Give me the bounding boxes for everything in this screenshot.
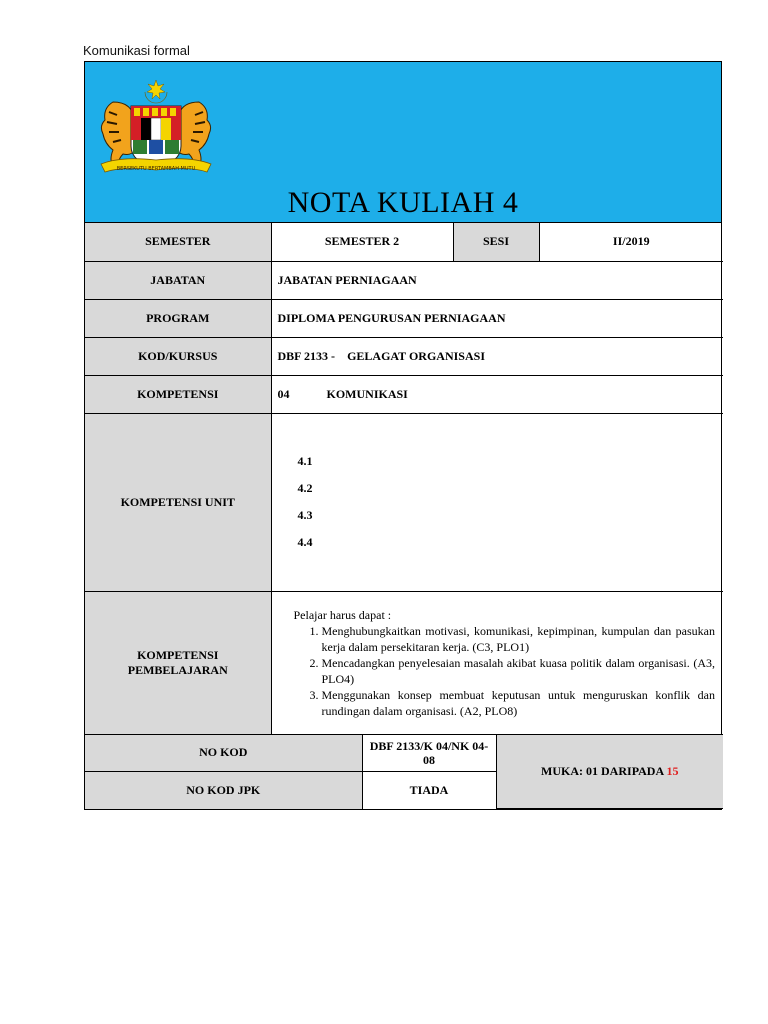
program-label: PROGRAM <box>85 299 271 337</box>
page-header-label: Komunikasi formal <box>83 43 190 58</box>
sesi-label: SESI <box>453 223 539 261</box>
no-kod-jpk-value: TIADA <box>362 772 496 809</box>
svg-text:BERSEKUTU BERTAMBAH MUTU: BERSEKUTU BERTAMBAH MUTU <box>116 166 196 172</box>
kompetensi-row <box>85 375 723 413</box>
malaysia-coat-of-arms-icon <box>93 78 219 184</box>
page-count <box>496 735 723 809</box>
no-kod-row <box>85 735 723 772</box>
kompetensi-name: KOMUNIKASI <box>326 386 408 401</box>
kompetensi-unit-list <box>278 448 718 556</box>
jabatan-value: JABATAN PERNIAGAAN <box>271 261 723 299</box>
learning-outcomes-list <box>294 623 716 719</box>
sesi-value: II/2019 <box>539 223 723 261</box>
list-item: 4.3 <box>297 508 313 522</box>
label-line: KOMPETENSI <box>137 647 219 662</box>
list-item: 4.2 <box>297 481 313 495</box>
kompetensi-label: KOMPETENSI <box>85 375 271 413</box>
kompetensi-number: 04 <box>277 386 290 401</box>
kod-kursus-value <box>271 337 723 375</box>
kompetensi-unit-list-cell <box>271 413 723 591</box>
page-count-total: 15 <box>666 763 679 778</box>
no-kod-jpk-label: NO KOD JPK <box>85 772 362 809</box>
jabatan-row <box>85 261 723 299</box>
title-banner <box>85 62 721 223</box>
list-item: 4.4 <box>297 535 313 549</box>
document-title: NOTA KULIAH 4 <box>287 186 519 219</box>
kompetensi-pembelajaran-label <box>85 591 271 734</box>
kompetensi-unit-row <box>85 413 723 591</box>
page-count-prefix: MUKA: 01 DARIPADA <box>541 763 664 778</box>
program-row <box>85 299 723 337</box>
kod-kursus-label: KOD/KURSUS <box>85 337 271 375</box>
kompetensi-unit-label: KOMPETENSI UNIT <box>85 413 271 591</box>
semester-label: SEMESTER <box>85 223 271 261</box>
list-item: 3. Menggunakan konsep membuat keputusan untuk menguruskan konflik dan rundingan dalam organisasi. (A2, PLO8) <box>322 687 716 719</box>
jabatan-label: JABATAN <box>85 261 271 299</box>
no-kod-label: NO KOD <box>85 735 362 772</box>
kompetensi-value <box>271 375 723 413</box>
list-item: 2. Mencadangkan penyelesaian masalah akibat kuasa politik dalam organisasi. (A3, PLO4) <box>322 655 716 687</box>
semester-value: SEMESTER 2 <box>271 223 453 261</box>
list-item: 4.1 <box>297 454 313 468</box>
no-kod-value: DBF 2133/K 04/NK 04-08 <box>362 735 496 772</box>
label-line: PEMBELAJARAN <box>127 662 228 677</box>
info-table <box>85 223 723 735</box>
course-code: DBF 2133 - <box>277 348 336 363</box>
semester-row <box>85 223 723 261</box>
kompetensi-pembelajaran-row <box>85 591 723 734</box>
learning-outcomes-intro: Pelajar harus dapat : <box>293 607 392 622</box>
code-table <box>85 735 723 810</box>
course-name: GELAGAT ORGANISASI <box>347 348 485 363</box>
kod-kursus-row <box>85 337 723 375</box>
list-item: 1. Menghubungkaitkan motivasi, komunikasi, kepimpinan, kumpulan dan pasukan kerja dalam persekitaran kerja. (C3, PLO1) <box>322 623 716 655</box>
learning-outcomes-cell <box>271 591 723 734</box>
lecture-note-cover <box>84 61 722 810</box>
program-value: DIPLOMA PENGURUSAN PERNIAGAAN <box>271 299 723 337</box>
